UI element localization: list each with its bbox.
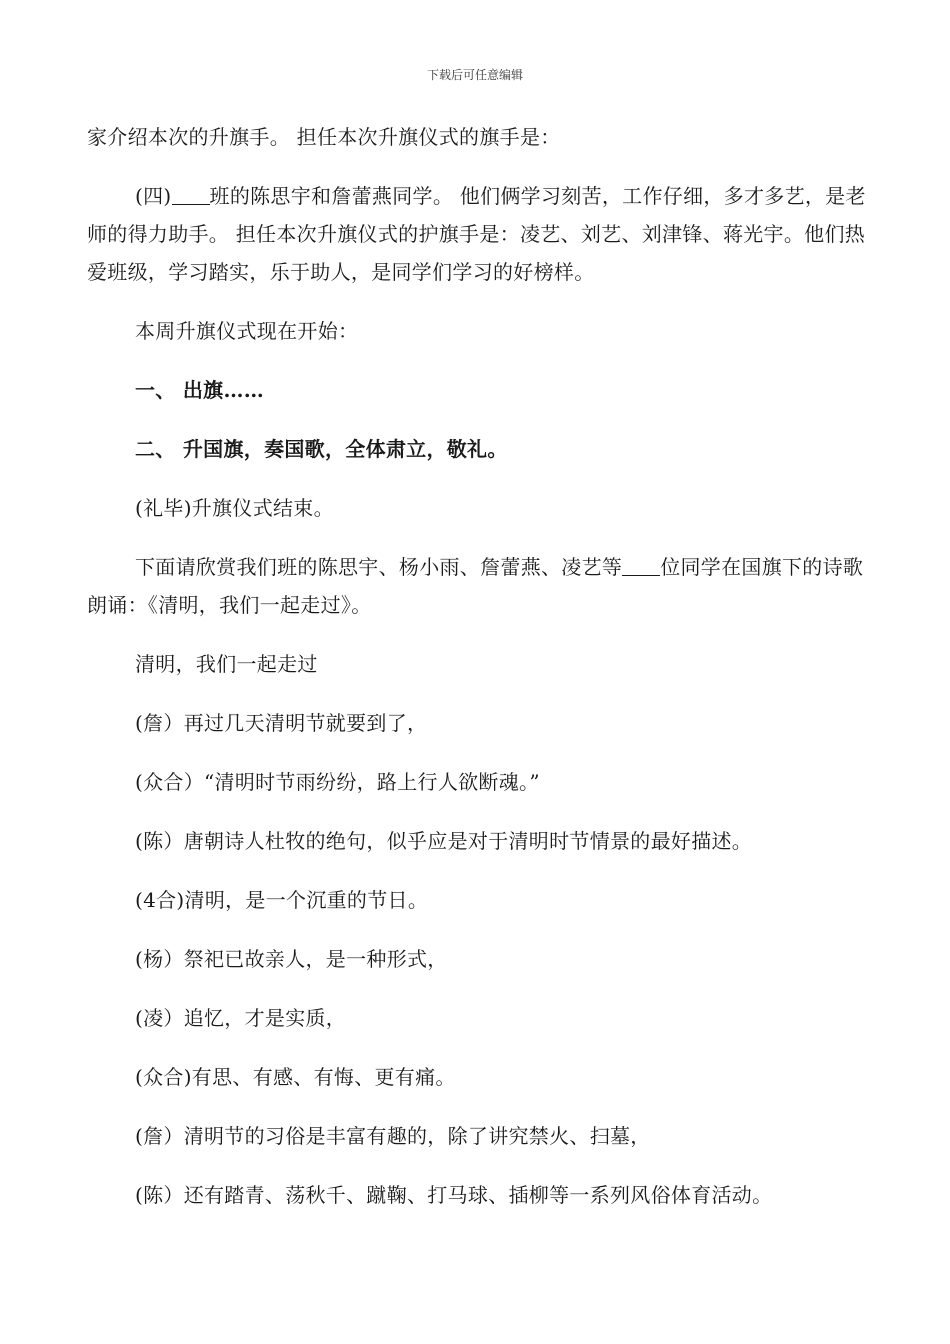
poem-line: (凌）追忆，才是实质， bbox=[135, 1006, 347, 1030]
blank-line bbox=[172, 184, 210, 205]
poem-line: (杨）祭祀已故亲人，是一种形式， bbox=[135, 947, 448, 971]
poem-intro-post: 位同学在国旗下的诗歌朗诵：《清明，我们一起走过》。 bbox=[87, 555, 864, 617]
document-body bbox=[87, 118, 877, 1214]
paragraph-ceremony-start: 本周升旗仪式现在开始： bbox=[135, 319, 359, 343]
paragraph-poem-intro bbox=[87, 548, 877, 624]
page-header: 下载后可任意编辑 bbox=[426, 68, 523, 82]
step-one: 一、 出旗…… bbox=[135, 378, 265, 402]
ceremony-end: (礼毕)升旗仪式结束。 bbox=[135, 496, 334, 520]
poem-line: (4合)清明，是一个沉重的节日。 bbox=[135, 888, 429, 912]
poem-line: (陈）唐朝诗人杜牧的绝句，似乎应是对于清明时节情景的最好描述。 bbox=[135, 829, 753, 853]
flag-bearers-text: 班的陈思宇和詹蕾燕同学。 他们俩学习刻苦，工作仔细，多才多艺，是老师的得力助手。 担任本次升旗仪式的护旗手是：凌艺、刘艺、刘津锋、蒋光宇。他们热爱班级，学习踏实，乐于助人，是同学们学习的好榜样。 bbox=[87, 184, 866, 284]
paragraph-flag-bearers bbox=[87, 177, 877, 291]
blank-line bbox=[622, 555, 660, 576]
poem-intro-pre: 下面请欣赏我们班的陈思宇、杨小雨、詹蕾燕、凌艺等 bbox=[135, 555, 623, 579]
paragraph-intro: 家介绍本次的升旗手。 担任本次升旗仪式的旗手是： bbox=[87, 125, 561, 149]
poem-title: 清明，我们一起走过 bbox=[135, 652, 318, 676]
poem-line: (众合)有思、有感、有悔、更有痛。 bbox=[135, 1065, 456, 1089]
poem-line: (詹）再过几天清明节就要到了， bbox=[135, 711, 428, 735]
class-prefix: (四) bbox=[135, 184, 172, 208]
poem-line: (詹）清明节的习俗是丰富有趣的，除了讲究禁火、扫墓， bbox=[135, 1124, 651, 1148]
poem-line: (众合）“清明时节雨纷纷，路上行人欲断魂。” bbox=[135, 770, 540, 794]
poem-line: (陈）还有踏青、荡秋千、蹴鞠、打马球、插柳等一系列风俗体育活动。 bbox=[135, 1183, 773, 1207]
step-two: 二、 升国旗，奏国歌，全体肃立，敬礼。 bbox=[135, 437, 508, 461]
